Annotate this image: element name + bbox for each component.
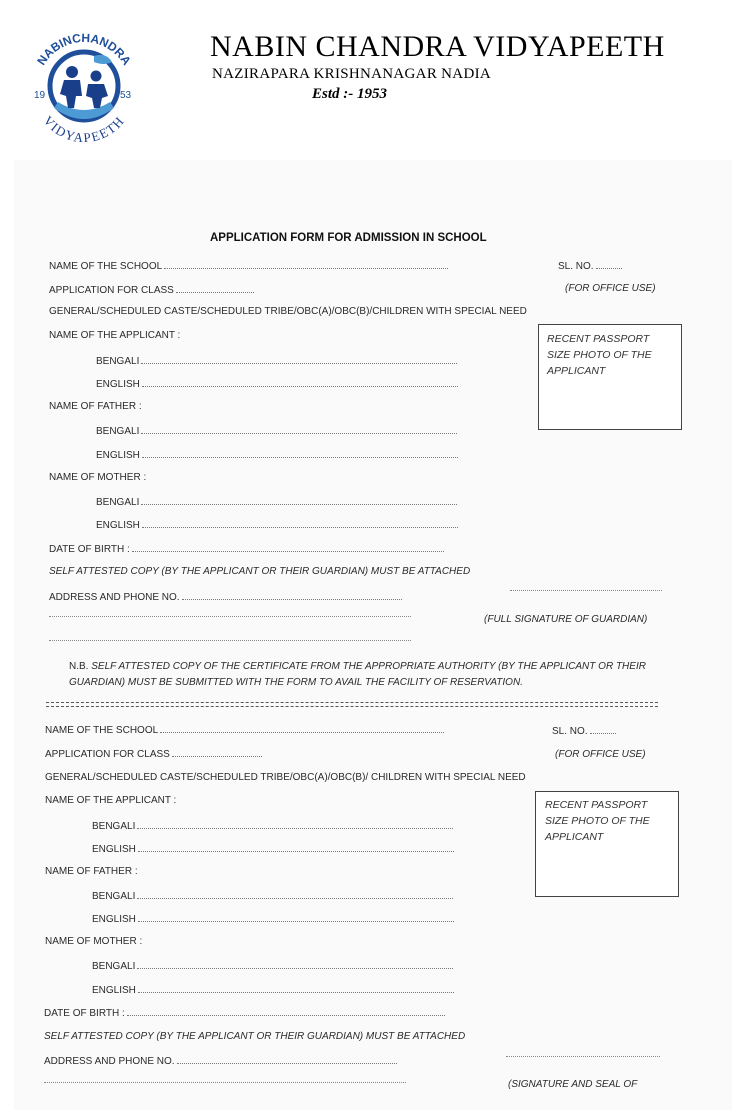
label-english: ENGLISH: [96, 520, 140, 531]
label-school-name: NAME OF THE SCHOOL: [49, 261, 163, 272]
label-class: APPLICATION FOR CLASS: [49, 285, 174, 296]
label-father: NAME OF FATHER :: [49, 401, 142, 412]
form-title: APPLICATION FORM FOR ADMISSION IN SCHOOL: [210, 232, 487, 244]
label-bengali: BENGALI: [96, 426, 140, 437]
self-attested-note: SELF ATTESTED COPY (BY THE APPLICANT OR THEIR GUARDIAN) MUST BE ATTACHED: [49, 566, 471, 577]
label-school-name: NAME OF THE SCHOOL: [45, 725, 159, 736]
label-bengali: BENGALI: [92, 821, 136, 832]
signature-seal-label: (SIGNATURE AND SEAL OF: [508, 1079, 638, 1090]
dob-field-2[interactable]: [44, 1006, 445, 1019]
label-address: ADDRESS AND PHONE NO.: [44, 1056, 175, 1067]
school-logo: [20, 22, 148, 150]
school-name-field[interactable]: [49, 259, 448, 272]
label-father-2: NAME OF FATHER :: [45, 866, 138, 877]
logo-top-text: NABINCHANDRA: [34, 30, 134, 68]
label-bengali: BENGALI: [96, 497, 140, 508]
logo-bottom-text: VIDYAPEETH: [40, 112, 128, 146]
class-field-2[interactable]: [45, 747, 262, 760]
label-bengali: BENGALI: [92, 961, 136, 972]
address-field-2[interactable]: [44, 1054, 397, 1067]
nb-note: [69, 659, 669, 691]
mother-english-field[interactable]: [96, 518, 458, 531]
label-english: ENGLISH: [92, 914, 136, 925]
nb-prefix: N.B.: [69, 661, 89, 672]
label-english: ENGLISH: [92, 844, 136, 855]
label-bengali: BENGALI: [92, 891, 136, 902]
address-field[interactable]: [49, 590, 402, 603]
applicant-bengali-field-2[interactable]: [92, 819, 453, 832]
father-bengali-field-2[interactable]: [92, 889, 453, 902]
signature-line-2[interactable]: [506, 1056, 660, 1057]
address-line-2b[interactable]: [44, 1082, 406, 1083]
cut-separator: [46, 702, 658, 707]
school-name-field-2[interactable]: [45, 723, 444, 736]
label-english: ENGLISH: [96, 450, 140, 461]
signature-line[interactable]: [510, 590, 662, 591]
mother-bengali-field[interactable]: [96, 495, 457, 508]
address-line-2[interactable]: [49, 616, 411, 617]
label-mother-2: NAME OF MOTHER :: [45, 936, 143, 947]
class-field[interactable]: [49, 283, 254, 296]
applicant-bengali-field[interactable]: [96, 354, 457, 367]
established-year: Estd :- 1953: [312, 86, 387, 102]
father-english-field-2[interactable]: [92, 912, 454, 925]
label-dob: DATE OF BIRTH :: [44, 1008, 125, 1019]
category-line: GENERAL/SCHEDULED CASTE/SCHEDULED TRIBE/OBC(A)/OBC(B)/CHILDREN WITH SPECIAL NEED: [49, 306, 527, 317]
dob-field[interactable]: [49, 542, 444, 555]
sl-no-field[interactable]: [558, 259, 622, 272]
school-name: NABIN CHANDRA VIDYAPEETH: [210, 30, 665, 63]
office-use-note-2: (FOR OFFICE USE): [555, 749, 646, 760]
label-class: APPLICATION FOR CLASS: [45, 749, 170, 760]
photo-box-label: RECENT PASSPORT SIZE PHOTO OF THE APPLICANT: [545, 799, 650, 843]
label-address: ADDRESS AND PHONE NO.: [49, 592, 180, 603]
sl-no-field-2[interactable]: [552, 724, 616, 737]
father-english-field[interactable]: [96, 448, 458, 461]
label-sl-no: SL. NO.: [558, 261, 594, 272]
label-bengali: BENGALI: [96, 356, 140, 367]
applicant-english-field-2[interactable]: [92, 842, 454, 855]
label-english: ENGLISH: [92, 985, 136, 996]
logo-year-right: 53: [120, 90, 132, 101]
svg-text:NABINCHANDRA: [34, 31, 134, 68]
label-sl-no: SL. NO.: [552, 726, 588, 737]
photo-box: [538, 324, 682, 430]
label-mother: NAME OF MOTHER :: [49, 472, 147, 483]
school-address: NAZIRAPARA KRISHNANAGAR NADIA: [212, 66, 491, 82]
father-bengali-field[interactable]: [96, 424, 457, 437]
address-line-3[interactable]: [49, 640, 411, 641]
mother-english-field-2[interactable]: [92, 983, 454, 996]
guardian-signature-label: (FULL SIGNATURE OF GUARDIAN): [484, 614, 648, 625]
logo-year-left: 19: [34, 90, 46, 101]
applicant-english-field[interactable]: [96, 377, 458, 390]
label-english: ENGLISH: [96, 379, 140, 390]
mother-bengali-field-2[interactable]: [92, 959, 453, 972]
label-applicant-2: NAME OF THE APPLICANT :: [45, 795, 177, 806]
self-attested-note-2: SELF ATTESTED COPY (BY THE APPLICANT OR THEIR GUARDIAN) MUST BE ATTACHED: [44, 1031, 466, 1042]
label-applicant: NAME OF THE APPLICANT :: [49, 330, 181, 341]
photo-box-label: RECENT PASSPORT SIZE PHOTO OF THE APPLICANT: [547, 333, 652, 377]
office-use-note: (FOR OFFICE USE): [565, 283, 656, 294]
nb-text: SELF ATTESTED COPY OF THE CERTIFICATE FROM THE APPROPRIATE AUTHORITY (BY THE APPLICANT OR THEIR GUARDIAN) MUST BE SUBMITTED WITH THE FORM TO AVAIL THE FACILITY OF RESERVATION.: [69, 661, 646, 688]
children-hand-logo-icon: [20, 22, 148, 150]
photo-box-2: [535, 791, 679, 897]
category-line-2: GENERAL/SCHEDULED CASTE/SCHEDULED TRIBE/OBC(A)/OBC(B)/ CHILDREN WITH SPECIAL NEED: [45, 772, 526, 783]
label-dob: DATE OF BIRTH :: [49, 544, 130, 555]
